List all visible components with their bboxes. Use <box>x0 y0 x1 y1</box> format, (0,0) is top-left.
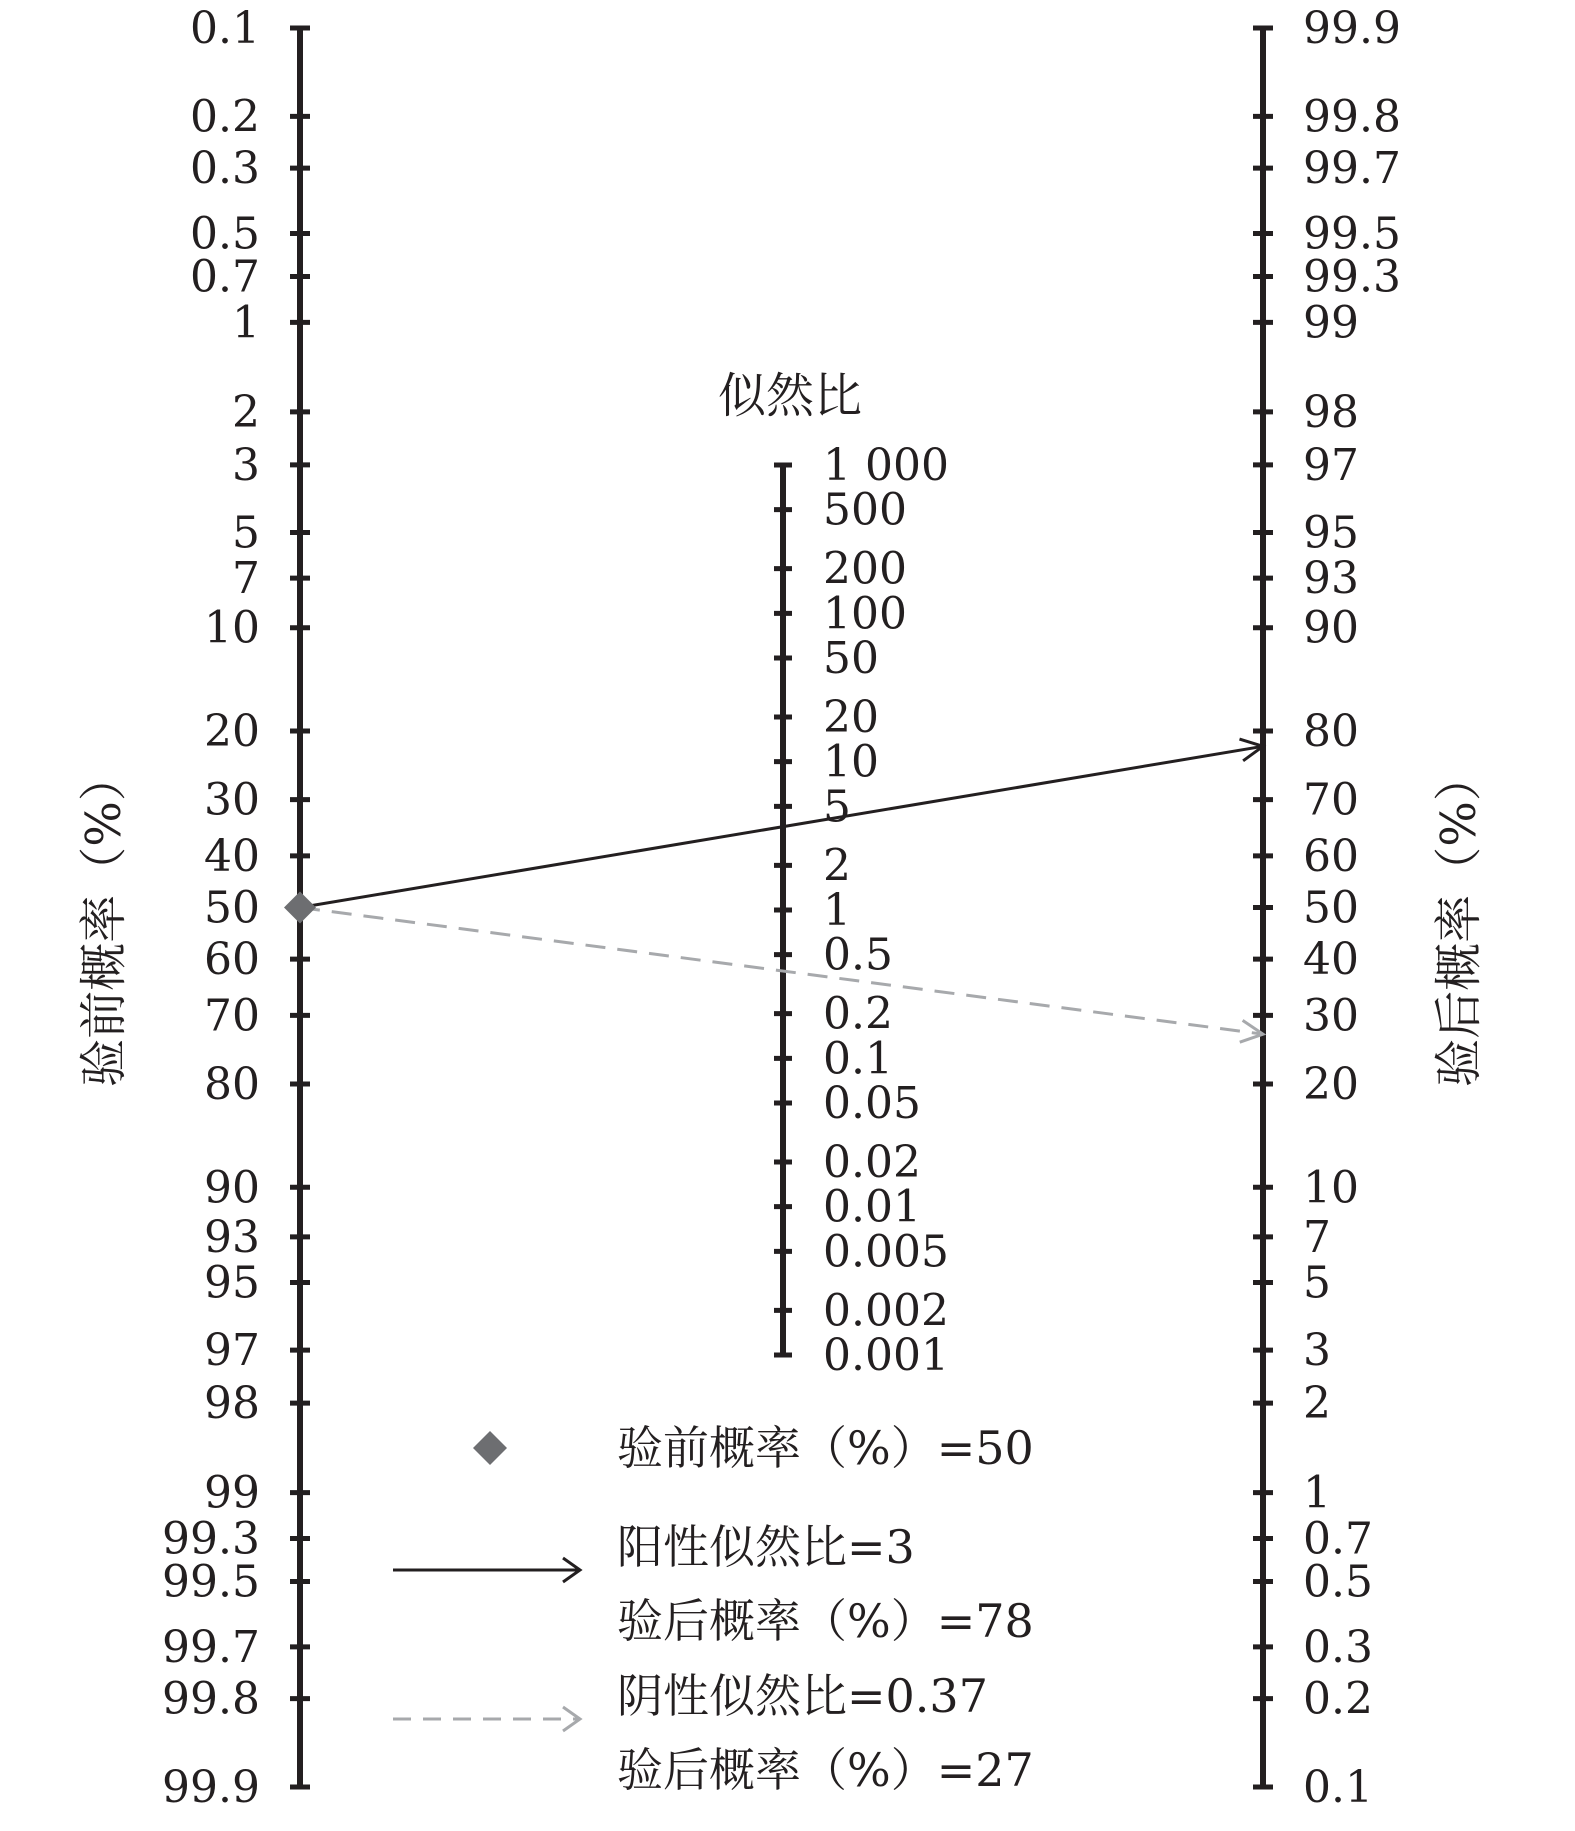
lr-tick-label-1: 1 <box>823 885 851 936</box>
posttest-tick-label-99-7: 99.7 <box>1303 143 1401 195</box>
legend-negative-arrowhead <box>563 1707 580 1731</box>
posttest-tick-label-5: 5 <box>1303 1257 1331 1309</box>
pretest-marker <box>284 892 316 924</box>
pretest-tick-label-0-2: 0.2 <box>190 91 260 143</box>
lr-tick-label-0-05: 0.05 <box>823 1077 921 1129</box>
posttest-tick-label-2: 2 <box>1303 1378 1331 1430</box>
posttest-tick-label-98: 98 <box>1303 386 1359 438</box>
posttest-tick-label-70: 70 <box>1303 774 1359 826</box>
posttest-tick-label-99-9: 99.9 <box>1303 3 1401 54</box>
lr-tick-label-0-01: 0.01 <box>823 1181 921 1233</box>
lr-tick-label-50: 50 <box>823 632 879 684</box>
legend-positive-lr-label: 阳性似然比=3 <box>617 1520 915 1574</box>
lr-tick-label-500: 500 <box>823 484 907 536</box>
posttest-tick-label-95: 95 <box>1303 507 1359 559</box>
pretest-tick-label-0-7: 0.7 <box>190 251 260 303</box>
lr-tick-label-0-1: 0.1 <box>823 1033 893 1085</box>
pretest-tick-label-99-3: 99.3 <box>162 1513 260 1565</box>
pretest-tick-label-99-8: 99.8 <box>162 1673 260 1725</box>
posttest-tick-label-7: 7 <box>1303 1211 1331 1263</box>
pretest-tick-label-0-1: 0.1 <box>190 3 260 54</box>
lr-tick-label-0-5: 0.5 <box>823 929 893 981</box>
pretest-tick-label-0-3: 0.3 <box>190 143 260 195</box>
lr-tick-label-0-005: 0.005 <box>823 1226 949 1278</box>
pretest-tick-label-20: 20 <box>204 705 260 757</box>
pretest-tick-label-99: 99 <box>204 1467 260 1519</box>
pretest-tick-label-0-5: 0.5 <box>190 208 260 260</box>
series-lines <box>284 736 1263 1042</box>
pretest-tick-label-10: 10 <box>204 602 260 654</box>
lr-tick-label-0-2: 0.2 <box>823 988 893 1040</box>
pretest-tick-label-98: 98 <box>204 1378 260 1430</box>
posttest-tick-label-0-1: 0.1 <box>1303 1762 1373 1813</box>
pretest-tick-label-99-9: 99.9 <box>162 1762 260 1813</box>
posttest-axis-title: 验后概率（%） <box>1431 753 1487 1087</box>
pretest-tick-label-97: 97 <box>204 1325 260 1377</box>
pretest-tick-label-5: 5 <box>232 507 260 559</box>
lr-tick-label-200: 200 <box>823 543 907 595</box>
lr-tick-label-0-001: 0.001 <box>823 1330 949 1381</box>
legend-pretest-marker <box>473 1431 507 1465</box>
likelihood-ratio-axis-title: 似然比 <box>717 368 863 424</box>
pretest-tick-label-99-5: 99.5 <box>162 1556 260 1608</box>
posttest-tick-label-99-3: 99.3 <box>1303 251 1401 303</box>
posttest-tick-label-0-7: 0.7 <box>1303 1513 1373 1565</box>
legend-negative-lr-label: 阴性似然比=0.37 <box>617 1669 988 1723</box>
lr-tick-label-0-002: 0.002 <box>823 1285 949 1337</box>
pretest-tick-label-60: 60 <box>204 934 260 986</box>
pretest-tick-label-7: 7 <box>232 553 260 605</box>
likelihood-ratio-axis <box>774 440 949 1381</box>
pretest-tick-label-90: 90 <box>204 1162 260 1214</box>
lr-tick-label-2: 2 <box>823 840 851 892</box>
negative-lr-arrowhead <box>1240 1020 1263 1042</box>
pretest-tick-label-30: 30 <box>204 774 260 826</box>
posttest-tick-label-80: 80 <box>1303 705 1359 757</box>
posttest-tick-label-99-8: 99.8 <box>1303 91 1401 143</box>
lr-tick-label-5: 5 <box>823 781 851 833</box>
pretest-tick-label-80: 80 <box>204 1059 260 1111</box>
legend-positive-post-label: 验后概率（%）=78 <box>617 1594 1034 1648</box>
pretest-tick-label-50: 50 <box>204 882 260 934</box>
pretest-tick-label-2: 2 <box>232 386 260 438</box>
posttest-tick-label-99: 99 <box>1303 297 1359 349</box>
posttest-tick-label-90: 90 <box>1303 602 1359 654</box>
lr-tick-label-0-02: 0.02 <box>823 1137 921 1189</box>
posttest-tick-label-20: 20 <box>1303 1059 1359 1111</box>
legend-pretest-label: 验前概率（%）=50 <box>617 1421 1034 1475</box>
posttest-tick-label-1: 1 <box>1303 1467 1331 1519</box>
pretest-tick-label-1: 1 <box>232 297 260 349</box>
pretest-tick-label-40: 40 <box>204 830 260 882</box>
posttest-tick-label-99-5: 99.5 <box>1303 208 1401 260</box>
posttest-tick-label-93: 93 <box>1303 553 1359 605</box>
pretest-tick-label-95: 95 <box>204 1257 260 1309</box>
lr-tick-label-100: 100 <box>823 588 907 640</box>
pretest-axis-title: 验前概率（%） <box>76 753 132 1087</box>
posttest-tick-label-0-2: 0.2 <box>1303 1673 1373 1725</box>
posttest-tick-label-30: 30 <box>1303 990 1359 1042</box>
lr-tick-label-20: 20 <box>823 692 879 744</box>
posttest-tick-label-0-3: 0.3 <box>1303 1621 1373 1673</box>
posttest-tick-label-50: 50 <box>1303 882 1359 934</box>
legend-negative-post-label: 验后概率（%）=27 <box>617 1743 1034 1797</box>
lr-tick-label-10: 10 <box>823 736 879 788</box>
posttest-tick-label-97: 97 <box>1303 439 1359 491</box>
posttest-tick-label-3: 3 <box>1303 1325 1331 1377</box>
pretest-tick-label-70: 70 <box>204 990 260 1042</box>
lr-tick-label-1000: 1 000 <box>823 440 949 491</box>
posttest-tick-label-60: 60 <box>1303 830 1359 882</box>
posttest-probability-axis <box>1253 3 1401 1813</box>
pretest-tick-label-93: 93 <box>204 1211 260 1263</box>
posttest-tick-label-40: 40 <box>1303 934 1359 986</box>
posttest-tick-label-10: 10 <box>1303 1162 1359 1214</box>
legend <box>393 1421 1034 1797</box>
posttest-tick-label-0-5: 0.5 <box>1303 1556 1373 1608</box>
pretest-tick-label-99-7: 99.7 <box>162 1621 260 1673</box>
pretest-tick-label-3: 3 <box>232 439 260 491</box>
